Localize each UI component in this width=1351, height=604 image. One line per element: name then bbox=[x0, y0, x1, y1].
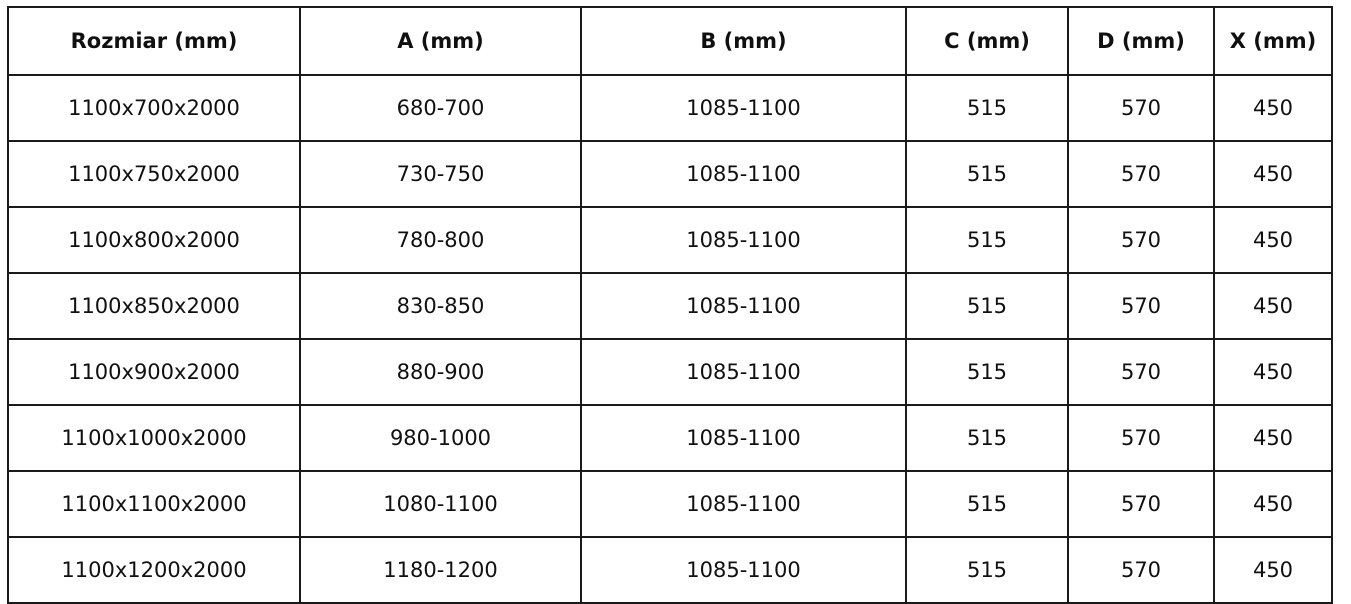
cell-a: 830-850 bbox=[300, 273, 581, 339]
cell-d: 570 bbox=[1068, 339, 1214, 405]
cell-b: 1085-1100 bbox=[581, 405, 906, 471]
cell-x: 450 bbox=[1214, 471, 1332, 537]
cell-b: 1085-1100 bbox=[581, 339, 906, 405]
cell-size: 1100x900x2000 bbox=[8, 339, 300, 405]
cell-size: 1100x750x2000 bbox=[8, 141, 300, 207]
table-row bbox=[8, 339, 1332, 405]
cell-size: 1100x850x2000 bbox=[8, 273, 300, 339]
cell-x: 450 bbox=[1214, 75, 1332, 141]
cell-d: 570 bbox=[1068, 141, 1214, 207]
table-row bbox=[8, 273, 1332, 339]
cell-b: 1085-1100 bbox=[581, 141, 906, 207]
cell-a: 1180-1200 bbox=[300, 537, 581, 603]
cell-x: 450 bbox=[1214, 339, 1332, 405]
table-row bbox=[8, 405, 1332, 471]
cell-d: 570 bbox=[1068, 207, 1214, 273]
cell-c: 515 bbox=[906, 141, 1068, 207]
cell-b: 1085-1100 bbox=[581, 273, 906, 339]
cell-size: 1100x1100x2000 bbox=[8, 471, 300, 537]
cell-c: 515 bbox=[906, 207, 1068, 273]
column-header-d: D (mm) bbox=[1068, 7, 1214, 75]
table-row bbox=[8, 471, 1332, 537]
cell-b: 1085-1100 bbox=[581, 537, 906, 603]
cell-a: 730-750 bbox=[300, 141, 581, 207]
table-body bbox=[8, 75, 1332, 603]
table-row bbox=[8, 207, 1332, 273]
cell-d: 570 bbox=[1068, 75, 1214, 141]
dimensions-table bbox=[7, 6, 1333, 604]
cell-c: 515 bbox=[906, 405, 1068, 471]
cell-b: 1085-1100 bbox=[581, 75, 906, 141]
column-header-a: A (mm) bbox=[300, 7, 581, 75]
table-row bbox=[8, 141, 1332, 207]
cell-a: 980-1000 bbox=[300, 405, 581, 471]
cell-d: 570 bbox=[1068, 273, 1214, 339]
cell-x: 450 bbox=[1214, 207, 1332, 273]
column-header-size: Rozmiar (mm) bbox=[8, 7, 300, 75]
cell-d: 570 bbox=[1068, 537, 1214, 603]
cell-size: 1100x700x2000 bbox=[8, 75, 300, 141]
cell-c: 515 bbox=[906, 471, 1068, 537]
cell-b: 1085-1100 bbox=[581, 207, 906, 273]
cell-c: 515 bbox=[906, 273, 1068, 339]
cell-a: 780-800 bbox=[300, 207, 581, 273]
column-header-x: X (mm) bbox=[1214, 7, 1332, 75]
cell-c: 515 bbox=[906, 75, 1068, 141]
table-row bbox=[8, 537, 1332, 603]
cell-a: 680-700 bbox=[300, 75, 581, 141]
column-header-c: C (mm) bbox=[906, 7, 1068, 75]
column-header-b: B (mm) bbox=[581, 7, 906, 75]
cell-size: 1100x1200x2000 bbox=[8, 537, 300, 603]
cell-x: 450 bbox=[1214, 537, 1332, 603]
table-header bbox=[8, 7, 1332, 75]
specification-table-container bbox=[0, 6, 1351, 597]
cell-x: 450 bbox=[1214, 405, 1332, 471]
cell-c: 515 bbox=[906, 537, 1068, 603]
cell-x: 450 bbox=[1214, 141, 1332, 207]
cell-size: 1100x800x2000 bbox=[8, 207, 300, 273]
cell-d: 570 bbox=[1068, 405, 1214, 471]
cell-size: 1100x1000x2000 bbox=[8, 405, 300, 471]
cell-d: 570 bbox=[1068, 471, 1214, 537]
cell-c: 515 bbox=[906, 339, 1068, 405]
table-row bbox=[8, 75, 1332, 141]
cell-a: 1080-1100 bbox=[300, 471, 581, 537]
cell-b: 1085-1100 bbox=[581, 471, 906, 537]
cell-a: 880-900 bbox=[300, 339, 581, 405]
cell-x: 450 bbox=[1214, 273, 1332, 339]
table-header-row bbox=[8, 7, 1332, 75]
